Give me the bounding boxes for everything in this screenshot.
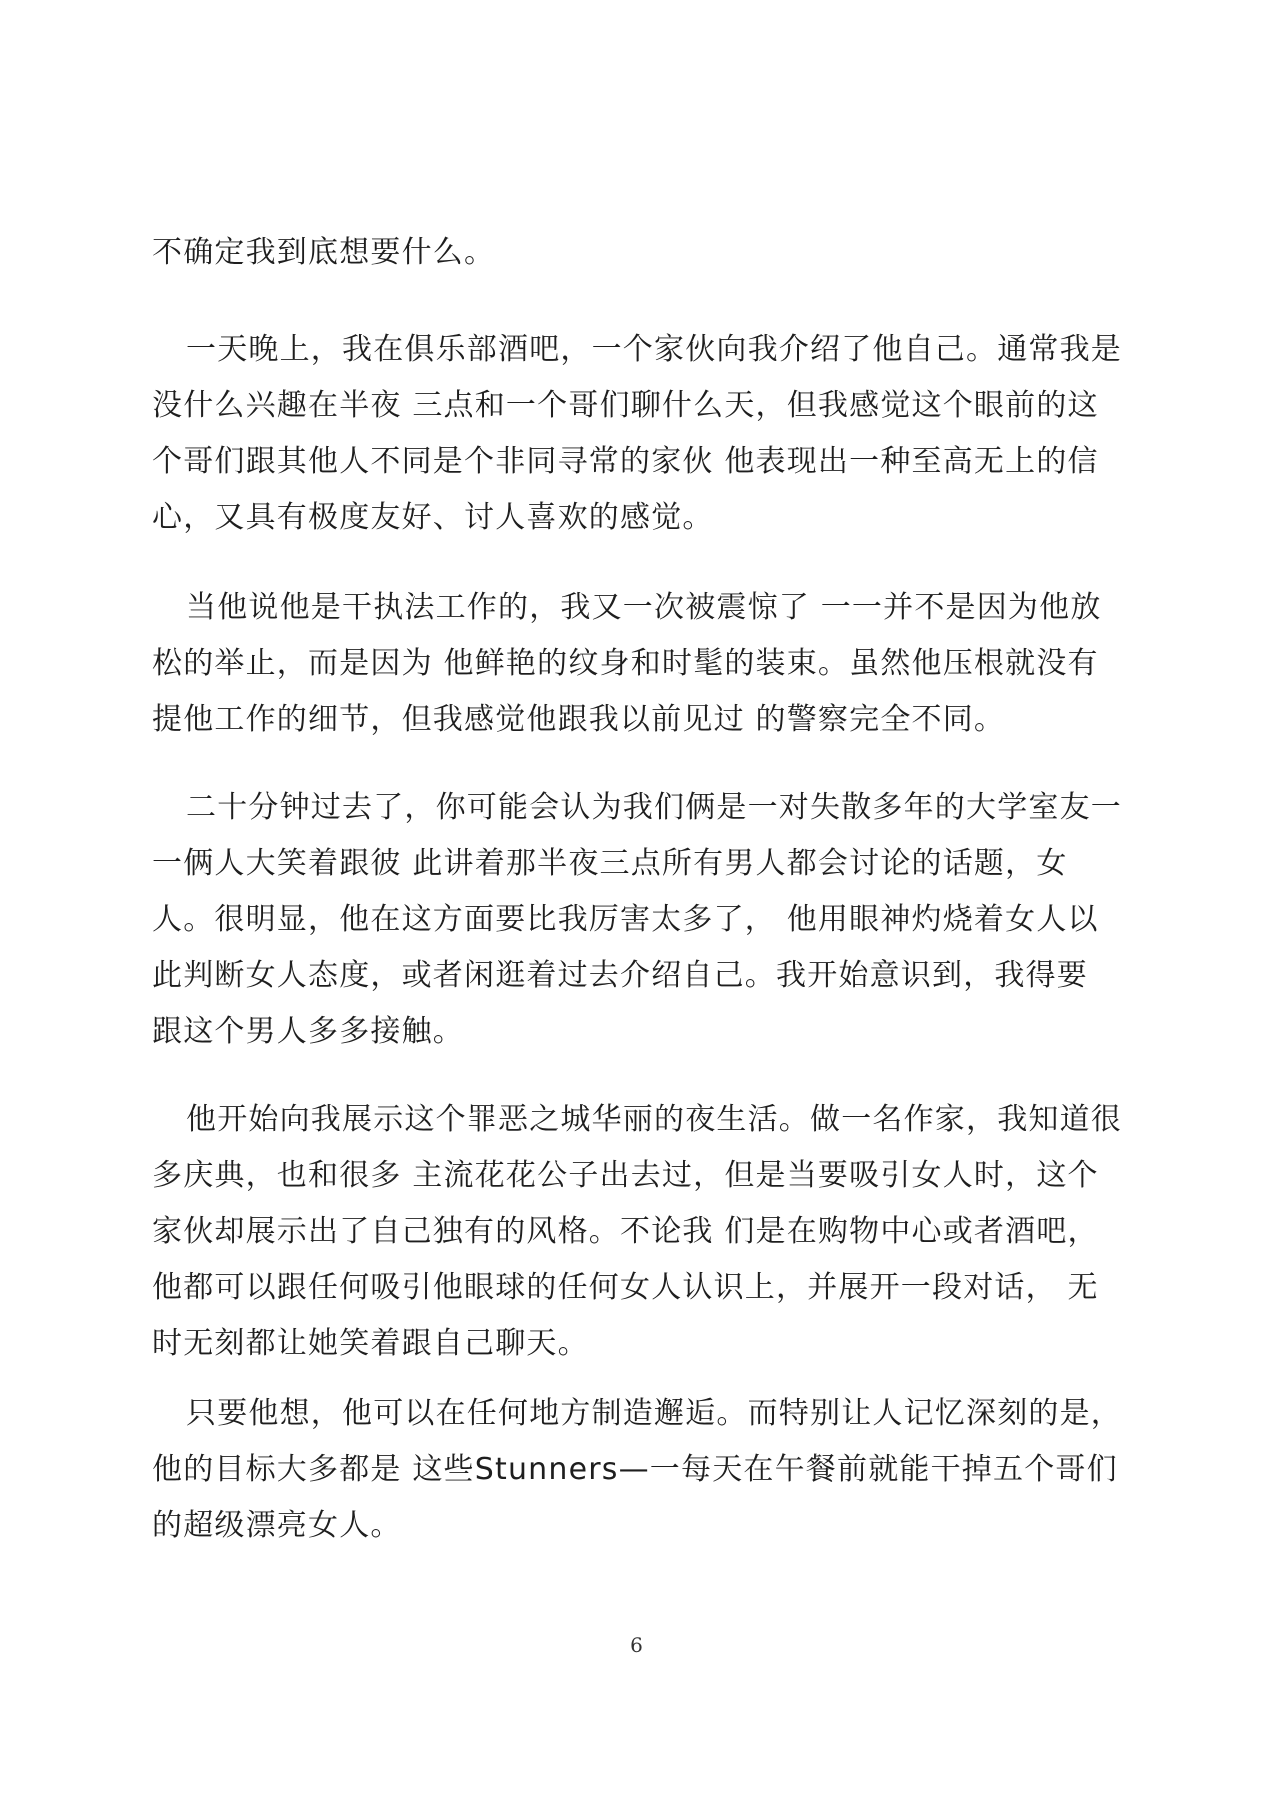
text-line: 只要他想，他可以在任何地方制造邂逅。而特别让人记忆深刻的是， [186, 1396, 1122, 1431]
text-line: 心，又具有极度友好、讨人喜欢的感觉。 [152, 500, 714, 535]
paragraph-4 [152, 780, 1132, 1060]
text-line: 他的目标大多都是 这些Stunners—一每天在午餐前就能干掉五个哥们 [152, 1452, 1118, 1487]
paragraph-5 [152, 1092, 1132, 1372]
text-line: 松的举止，而是因为 他鲜艳的纹身和时髦的装束。虽然他压根就没有 [152, 646, 1099, 681]
text-line: 家伙却展示出了自己独有的风格。不论我 们是在购物中心或者酒吧， [152, 1214, 1099, 1249]
text-line: 一天晚上，我在俱乐部酒吧，一个家伙向我介绍了他自己。通常我是 [186, 332, 1122, 367]
page-number: 6 [630, 1633, 643, 1657]
text-line: 二十分钟过去了，你可能会认为我们俩是一对失散多年的大学室友一 [186, 790, 1122, 825]
text-line: 不确定我到底想要什么。 [152, 235, 496, 270]
paragraph-6 [152, 1386, 1132, 1554]
text-line: 跟这个男人多多接触。 [152, 1014, 464, 1049]
paragraph-3 [152, 580, 1132, 748]
text-line: 人。很明显，他在这方面要比我厉害太多了， 他用眼神灼烧着女人以 [152, 902, 1099, 937]
text-line: 没什么兴趣在半夜 三点和一个哥们聊什么天，但我感觉这个眼前的这 [152, 388, 1099, 423]
text-line: 时无刻都让她笑着跟自己聊天。 [152, 1326, 589, 1361]
text-line: 个哥们跟其他人不同是个非同寻常的家伙 他表现出一种至高无上的信 [152, 444, 1099, 479]
text-line: 一俩人大笑着跟彼 此讲着那半夜三点所有男人都会讨论的话题，女 [152, 846, 1068, 881]
text-line: 的超级漂亮女人。 [152, 1508, 402, 1543]
text-line: 多庆典，也和很多 主流花花公子出去过，但是当要吸引女人时，这个 [152, 1158, 1099, 1193]
text-line: 当他说他是干执法工作的，我又一次被震惊了 一一并不是因为他放 [186, 590, 1102, 625]
text-line: 他开始向我展示这个罪恶之城华丽的夜生活。做一名作家，我知道很 [186, 1102, 1122, 1137]
paragraph-2 [152, 322, 1132, 546]
paragraph-1 [152, 225, 1132, 281]
text-line: 提他工作的细节，但我感觉他跟我以前见过 的警察完全不同。 [152, 702, 1006, 737]
text-line: 此判断女人态度，或者闲逛着过去介绍自己。我开始意识到，我得要 [152, 958, 1088, 993]
text-line: 他都可以跟任何吸引他眼球的任何女人认识上，并展开一段对话， 无 [152, 1270, 1099, 1305]
